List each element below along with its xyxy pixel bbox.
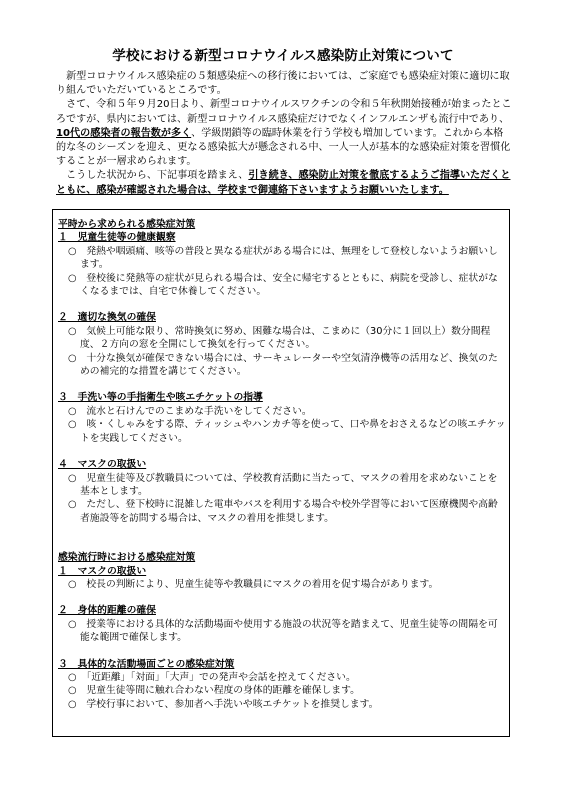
outbreak-mask-title: １ マスクの取扱い [58,565,147,577]
mask-handling-title: ４ マスクの取扱い [58,459,147,471]
activity-measures-item-1: ○ 「近距離」「対面」「大声」での発声や会話を控えてください。 [68,671,356,683]
ventilation-title: ２ 適切な換気の確保 [58,312,156,324]
intro-p2-text-a: さて、令和５年９月20日より、新型コロナウイルスワクチンの令和５年秋開始接種が始まったところですが、県内においては、新型コロナウイルス感染症だけでなくインフルエンザも流行中であり、 [56,99,512,125]
hand-hygiene-title: ３ 手洗い等の手指衛生や咳エチケットの指導 [58,392,263,404]
activity-measures-title: ３ 具体的な活動場面ごとの感染症対策 [58,658,235,670]
hand-hygiene-item-1: ○ 流水と石けんでのこまめな手洗いをしてください。 [68,405,312,417]
intro-p2-emphasis: 10代の感染者の報告数が多く [56,127,192,139]
activity-measures-item-2: ○ 児童生徒等間に触れ合わない程度の身体的距離を確保します。 [68,685,360,697]
intro-paragraph-3 [56,169,512,197]
ventilation-item-1: ○ 気候上可能な限り、常時換気に努め、困難な場合は、こまめに（30分に１回以上）数分間程度、２方向の窓を全開にして換気を行ってください。 [68,325,491,351]
hand-hygiene-item-2: ○ 咳・くしゃみをする際、ティッシュやハンカチ等を使って、口や鼻をおさえるなどの咳エチケットを実践してください。 [68,419,506,444]
activity-measures-item-3: ○ 学校行事において、参加者へ手洗いや咳エチケットを推奨します。 [68,698,379,710]
health-observation-title: １ 児童生徒等の健康観察 [58,232,176,244]
intro-section [56,70,512,198]
intro-p3-emphasis: 引き続き、感染防止対策を徹底するようご指導いただくとともに、感染が確認された場合は、学校まで御連絡下さいますようお願いいたします。 [56,170,511,196]
intro-paragraph-2 [56,98,512,169]
physical-distance-item-1: ○ 授業等における具体的な活動場面や使用する施設の状況等を踏まえて、児童生徒等の間隔を可能な範囲で確保します。 [68,618,498,644]
ventilation-item-2: ○ 十分な換気が確保できない場合には、サーキュレーターや空気清浄機等の活用など、換気のための補完的な措置を講じてください。 [68,352,498,378]
health-observation-item-1: ○ 発熱や咽頭痛、咳等の普段と異なる症状がある場合には、無理をして登校しないようお願いします。 [68,245,498,271]
normal-measures-heading: 平時から求められる感染症対策 [58,219,196,230]
mask-handling-item-2: ○ ただし、登下校時に混雑した電車やバスを利用する場合や校外学習等において医療機関や高齢者施設等を訪問する場合は、マスクの着用を推奨します。 [68,499,498,524]
mask-handling-item-1: ○ 児童生徒等及び教職員については、学校教育活動に当たって、マスクの着用を求めないことを基本とします。 [68,472,498,497]
outbreak-mask-item-1: ○ 校長の判断により、児童生徒等や教職員にマスクの着用を促す場合があります。 [68,578,439,590]
intro-p3-text-a: こうした状況から、下記事項を踏まえ、 [66,170,249,182]
measures-content [58,218,506,711]
intro-paragraph-1: 新型コロナウイルス感染症の５類感染症への移行後においては、ご家庭でも感染症対策に適切に取り組んでいただいているところです。 [56,71,510,97]
document-title: 学校における新型コロナウイルス感染防止対策について [112,48,454,64]
physical-distance-title: ２ 身体的距離の確保 [58,605,156,617]
outbreak-measures-heading: 感染流行時における感染症対策 [58,552,196,564]
health-observation-item-2: ○ 登校後に発熱等の症状が見られる場合は、安全に帰宅するとともに、病院を受診し、症状がなくなるまでは、自宅で休養してください。 [68,272,498,298]
intro-p2-text-c: 、学級閉鎖等の臨時休業を行う学校も増加しています。これから本格的な冬のシーズンを迎え、更なる感染拡大が懸念される中、一人一人が基本的な感染症対策を習慣化することが一層求められます。 [56,127,511,168]
